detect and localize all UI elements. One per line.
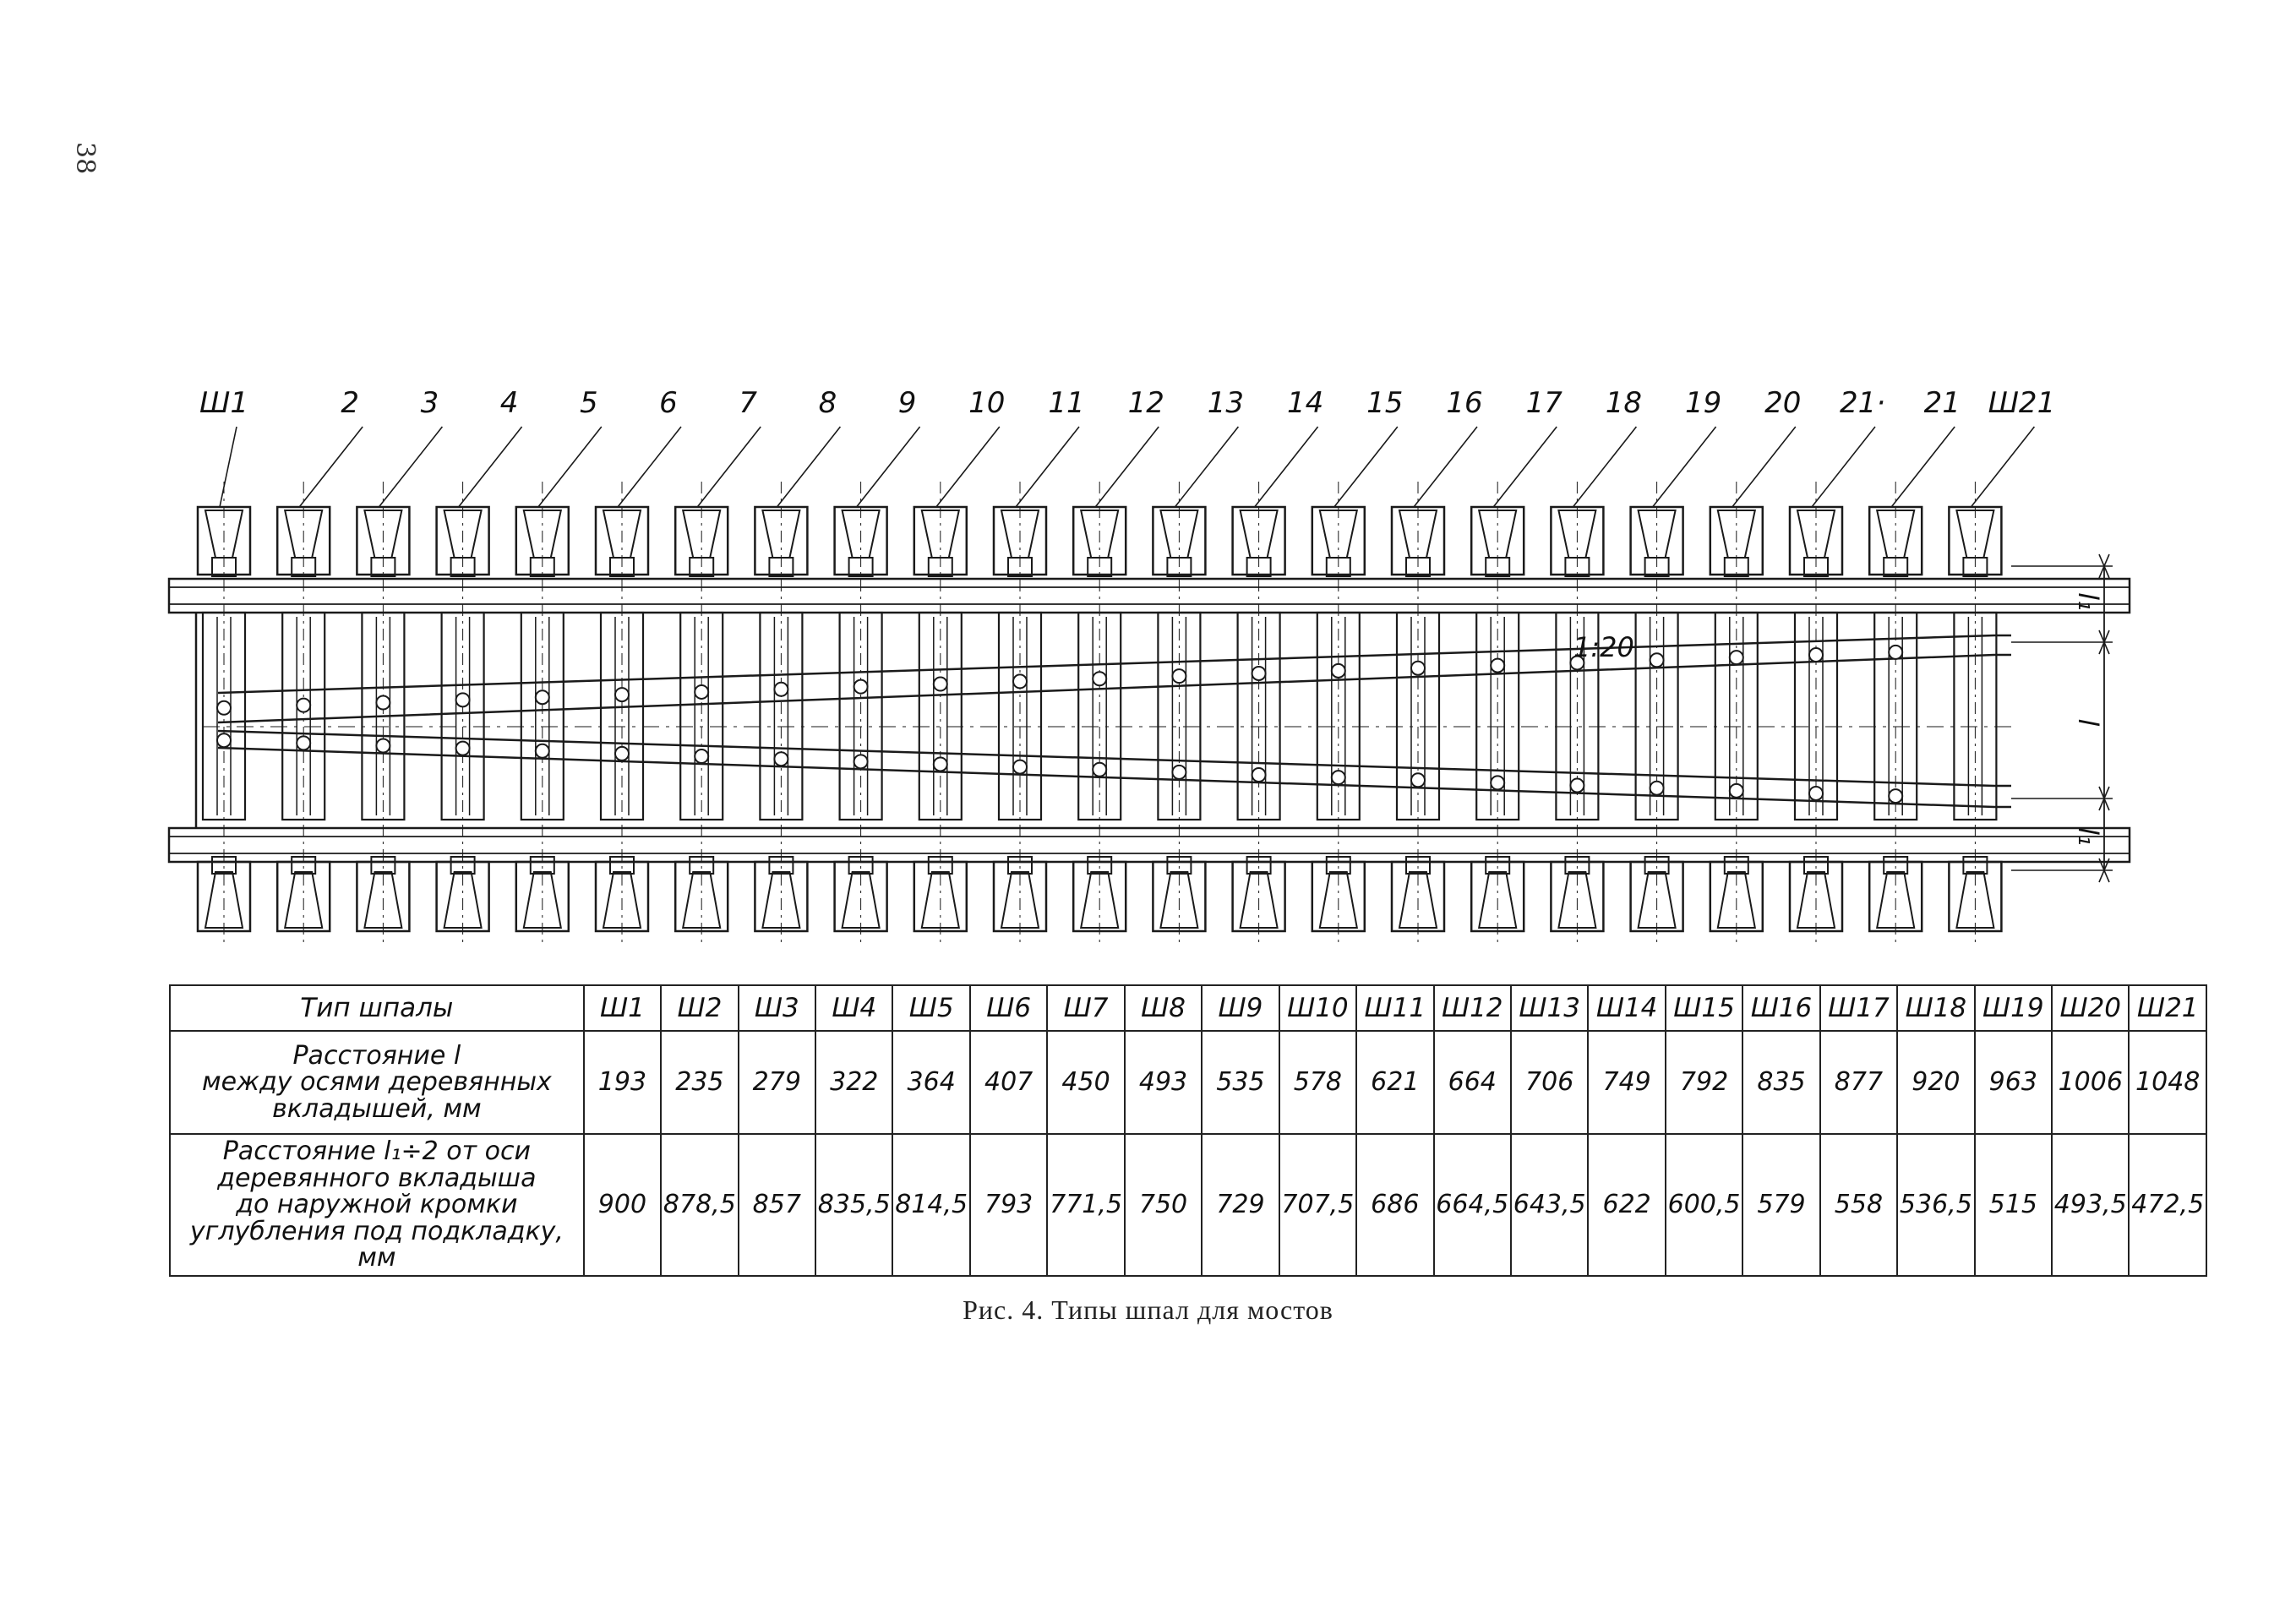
value-cell: 193	[584, 1031, 661, 1134]
sleeper	[1710, 482, 1763, 946]
bolt	[297, 736, 310, 749]
type-header-cell: Ш19	[1975, 985, 2052, 1031]
sleeper-body	[203, 613, 245, 820]
bolt	[536, 690, 549, 704]
bolt	[1491, 659, 1504, 673]
bolt	[1491, 776, 1504, 789]
sleeper	[914, 482, 967, 946]
value-cell: 407	[970, 1031, 1047, 1134]
bolt	[1730, 784, 1743, 798]
row-label-line: деревянного вкладыша	[217, 1163, 537, 1193]
callout-leader	[459, 427, 522, 507]
sleeper	[1949, 482, 2001, 946]
callouts-group	[199, 386, 2055, 507]
value-cell: 279	[739, 1031, 815, 1134]
type-header-cell: Ш5	[892, 985, 969, 1031]
table-row	[170, 1031, 2206, 1134]
callout-label: 17	[1525, 386, 1562, 420]
type-header-cell: Ш10	[1279, 985, 1356, 1031]
callout-label: 13	[1207, 386, 1245, 420]
sleeper-body	[840, 613, 882, 820]
row-label-line: вкладышей, мм	[272, 1093, 482, 1124]
callout-leader	[777, 427, 840, 507]
callout-leader	[618, 427, 681, 507]
table-row	[170, 1134, 2206, 1276]
bolt	[1411, 773, 1425, 787]
bolt	[1013, 674, 1027, 688]
value-cell: 793	[970, 1134, 1047, 1276]
sleeper	[357, 482, 409, 946]
callout-label: 4	[499, 386, 519, 420]
value-cell: 706	[1511, 1031, 1588, 1134]
sleepers-group	[198, 482, 2001, 946]
callout-label: 6	[659, 386, 678, 420]
callout-label: 5	[579, 386, 598, 420]
callout-label: 21	[1923, 386, 1961, 420]
value-cell: 750	[1125, 1134, 1202, 1276]
sleeper	[1471, 482, 1524, 946]
guard-rails-group	[203, 631, 2011, 807]
bolt	[1889, 646, 1902, 659]
sleeper-body	[1954, 613, 1996, 820]
dimension-label-upper: l₁	[2072, 592, 2104, 611]
bolt	[1570, 779, 1584, 793]
sleeper	[1631, 482, 1683, 946]
value-cell: 878,5	[661, 1134, 738, 1276]
bolt	[615, 747, 629, 760]
callout-label: 14	[1286, 386, 1324, 420]
sleeper	[1869, 482, 1922, 946]
sleeper-body	[282, 613, 324, 820]
type-header-cell: Ш3	[739, 985, 815, 1031]
sleeper	[1233, 482, 1285, 946]
callout-leader	[1414, 427, 1477, 507]
value-cell: 857	[739, 1134, 815, 1276]
callout-leader	[538, 427, 602, 507]
sleeper-body	[919, 613, 962, 820]
value-cell: 472,5	[2129, 1134, 2206, 1276]
sleeper	[1551, 482, 1603, 946]
callout-leader	[379, 427, 442, 507]
value-cell: 493	[1125, 1031, 1202, 1134]
row-label-line: между осями деревянных	[201, 1067, 552, 1098]
value-cell: 900	[584, 1134, 661, 1276]
bolt	[1809, 787, 1823, 800]
row-label-line: Расстояние l	[292, 1040, 461, 1071]
value-cell: 664,5	[1434, 1134, 1511, 1276]
callout-leader	[1891, 427, 1955, 507]
taper-label: 1:20	[1573, 631, 1634, 663]
value-cell: 621	[1356, 1031, 1433, 1134]
sleeper	[596, 482, 648, 946]
sleeper	[835, 482, 887, 946]
bolt	[1809, 648, 1823, 662]
value-cell: 877	[1820, 1031, 1897, 1134]
sleeper-body	[1158, 613, 1200, 820]
type-header-cell: Ш15	[1666, 985, 1742, 1031]
callout-leader	[1493, 427, 1557, 507]
row-label-line: до наружной кромки	[236, 1190, 518, 1219]
sleeper	[277, 482, 330, 946]
value-cell: 622	[1588, 1134, 1665, 1276]
value-cell: 729	[1202, 1134, 1279, 1276]
value-cell: 536,5	[1897, 1134, 1974, 1276]
value-cell: 963	[1975, 1031, 2052, 1134]
callout-leader	[1732, 427, 1796, 507]
row-label-line: Расстояние l₁÷2 от оси	[222, 1136, 531, 1166]
value-cell: 579	[1742, 1134, 1819, 1276]
value-cell: 450	[1047, 1031, 1124, 1134]
bolt	[774, 683, 788, 696]
type-header-cell: Ш13	[1511, 985, 1588, 1031]
bolt	[1332, 771, 1345, 784]
callout-leader	[1812, 427, 1875, 507]
callout-label: 16	[1446, 386, 1483, 420]
sleeper	[1153, 482, 1205, 946]
value-cell: 515	[1975, 1134, 2052, 1276]
bolt	[297, 699, 310, 712]
callout-leader	[1653, 427, 1716, 507]
bolt	[1252, 768, 1266, 782]
value-cell: 1006	[2052, 1031, 2129, 1134]
value-cell: 493,5	[2052, 1134, 2129, 1276]
callout-label: 2	[341, 386, 360, 420]
type-header-cell: Ш14	[1588, 985, 1665, 1031]
callout-label: 21·	[1839, 386, 1886, 420]
sleeper	[675, 482, 728, 946]
callout-leader	[1334, 427, 1398, 507]
sleeper	[1073, 482, 1126, 946]
bolt	[695, 685, 708, 699]
sleeper-body	[1238, 613, 1280, 820]
callout-label: 20	[1764, 386, 1802, 420]
value-cell: 558	[1820, 1134, 1897, 1276]
bolt	[854, 755, 868, 768]
bolt	[695, 749, 708, 763]
value-cell: 686	[1356, 1134, 1433, 1276]
sleeper	[1790, 482, 1842, 946]
value-cell: 578	[1279, 1031, 1356, 1134]
sleeper-body	[442, 613, 484, 820]
bolt	[1093, 763, 1106, 777]
type-header-cell: Ш7	[1047, 985, 1124, 1031]
callout-label: 19	[1684, 386, 1722, 420]
type-header-cell: Ш21	[2129, 985, 2206, 1031]
sleeper-body	[1317, 613, 1360, 820]
type-header-cell: Ш1	[584, 985, 661, 1031]
bolt	[456, 693, 470, 706]
bolt	[934, 678, 947, 691]
row-label-line: углубления под подкладку, мм	[189, 1216, 564, 1273]
callout-leader	[1573, 427, 1636, 507]
type-header-cell: Ш8	[1125, 985, 1202, 1031]
callout-label: 9	[897, 386, 917, 420]
value-cell: 600,5	[1666, 1134, 1742, 1276]
bolt	[376, 695, 390, 709]
type-header-cell: Ш16	[1742, 985, 1819, 1031]
value-cell: 643,5	[1511, 1134, 1588, 1276]
callout-label: 12	[1127, 386, 1164, 420]
bolt	[1172, 766, 1186, 779]
bolt	[1332, 664, 1345, 678]
value-cell: 749	[1588, 1031, 1665, 1134]
bolt	[456, 742, 470, 755]
table-header-row	[170, 985, 2206, 1031]
callout-label: 7	[739, 386, 758, 420]
callout-leader	[299, 427, 363, 507]
header-label-cell: Тип шпалы	[170, 985, 584, 1031]
guard-rail-upper-inner	[218, 655, 2011, 722]
sleeper	[1312, 482, 1365, 946]
value-cell: 664	[1434, 1031, 1511, 1134]
row-label-cell	[170, 1134, 584, 1276]
sleeper-body	[1078, 613, 1121, 820]
sleeper-body	[760, 613, 802, 820]
sleeper	[994, 482, 1046, 946]
bolt	[854, 680, 868, 694]
value-cell: 792	[1666, 1031, 1742, 1134]
arrow-tick	[2099, 870, 2109, 882]
bolt	[1650, 782, 1664, 795]
sleeper-types-table	[169, 984, 2207, 1277]
arrow-tick	[2099, 554, 2109, 566]
callout-label: 8	[818, 386, 837, 420]
value-cell: 1048	[2129, 1031, 2206, 1134]
callout-leader	[1175, 427, 1238, 507]
bolt	[1013, 760, 1027, 774]
bolt	[1411, 662, 1425, 675]
value-cell: 920	[1897, 1031, 1974, 1134]
value-cell: 535	[1202, 1031, 1279, 1134]
bolt	[1252, 667, 1266, 680]
sleeper	[755, 482, 807, 946]
type-header-cell: Ш20	[2052, 985, 2129, 1031]
page-number: 38	[70, 142, 100, 175]
type-header-cell: Ш11	[1356, 985, 1433, 1031]
bolt	[376, 739, 390, 753]
value-cell: 814,5	[892, 1134, 969, 1276]
value-cell: 835	[1742, 1031, 1819, 1134]
sleeper-body	[601, 613, 643, 820]
dimension-label-middle: l	[2072, 718, 2104, 727]
type-header-cell: Ш4	[815, 985, 892, 1031]
bolt	[1889, 789, 1902, 803]
bolt	[774, 752, 788, 766]
value-cell: 235	[661, 1031, 738, 1134]
callout-label: 11	[1048, 386, 1085, 420]
bolt	[1172, 669, 1186, 683]
bolt	[1650, 653, 1664, 667]
value-cell: 835,5	[815, 1134, 892, 1276]
callout-label: 10	[968, 386, 1006, 420]
type-header-cell: Ш12	[1434, 985, 1511, 1031]
callout-leader	[1016, 427, 1079, 507]
bolt	[217, 701, 231, 715]
row-label-cell	[170, 1031, 584, 1134]
callout-label: 3	[420, 386, 439, 420]
dimension-label-lower: l₁	[2072, 827, 2104, 846]
callout-leader	[697, 427, 761, 507]
callout-leader	[1971, 427, 2034, 507]
callout-label: 18	[1605, 386, 1643, 420]
bolt	[1730, 651, 1743, 664]
value-cell: 771,5	[1047, 1134, 1124, 1276]
callout-label: Ш21	[1988, 386, 2056, 420]
figure-caption: Рис. 4. Типы шпал для мостов	[963, 1294, 1333, 1325]
value-cell: 322	[815, 1031, 892, 1134]
value-cell: 707,5	[1279, 1134, 1356, 1276]
callout-leader	[936, 427, 1000, 507]
callout-leader	[857, 427, 920, 507]
callout-leader	[1095, 427, 1159, 507]
bolt	[217, 733, 231, 747]
sleeper	[1392, 482, 1444, 946]
callout-label: Ш1	[199, 386, 248, 420]
sleeper-body	[521, 613, 564, 820]
type-header-cell: Ш6	[970, 985, 1047, 1031]
type-header-cell: Ш18	[1897, 985, 1974, 1031]
bolt	[536, 744, 549, 758]
callout-leader	[220, 427, 237, 507]
bolt	[615, 688, 629, 701]
callout-leader	[1255, 427, 1318, 507]
value-cell: 364	[892, 1031, 969, 1134]
type-header-cell: Ш2	[661, 985, 738, 1031]
bolt	[1093, 672, 1106, 685]
sleeper-body	[680, 613, 723, 820]
callout-label: 15	[1366, 386, 1404, 420]
type-header-cell: Ш9	[1202, 985, 1279, 1031]
bolt	[934, 757, 947, 771]
sleeper	[516, 482, 569, 946]
sleeper-body	[999, 613, 1041, 820]
type-header-cell: Ш17	[1820, 985, 1897, 1031]
